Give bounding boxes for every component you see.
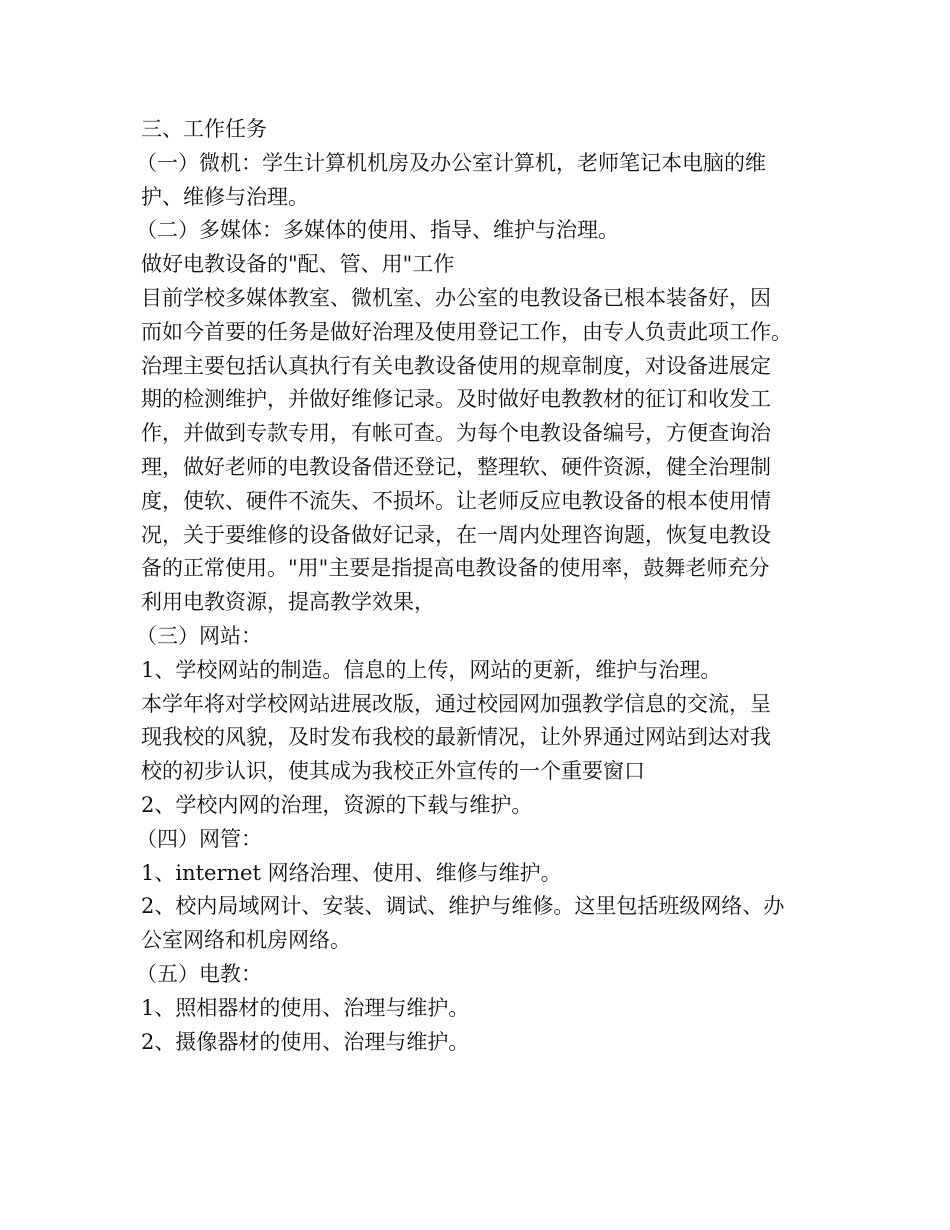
list-item: 1、学校网站的制造。信息的上传，网站的更新，维护与治理。 <box>141 657 722 682</box>
paragraph-line: 期的检测维护，并做好维修记录。及时做好电教教材的征订和收发工 <box>141 387 771 412</box>
paragraph-line: 度，使软、硬件不流失、不损坏。让老师反应电教设备的根本使用情 <box>141 488 771 513</box>
list-item: 2、摄像器材的使用、治理与维护。 <box>141 1029 470 1054</box>
subsection-heading: （五）电教： <box>136 961 262 986</box>
paragraph-line: 本学年将对学校网站进展改版，通过校园网加强教学信息的交流，呈 <box>141 691 771 716</box>
list-item: 1、照相器材的使用、治理与维护。 <box>141 995 470 1020</box>
subsection-heading: （四）网管： <box>136 826 262 851</box>
paragraph-line: 况，关于要维修的设备做好记录，在一周内处理咨询题，恢复电教设 <box>141 522 771 547</box>
paragraph-line: 公室网络和机房网络。 <box>141 928 351 953</box>
paragraph-line: 利用电教资源，提高教学效果， <box>141 590 435 615</box>
list-item: 2、校内局域网计、安装、调试、维护与维修。这里包括班级网络、办 <box>141 894 785 919</box>
subsection-heading: （一）微机：学生计算机机房及办公室计算机，老师笔记本电脑的维 <box>136 150 766 175</box>
paragraph-line: 治理主要包括认真执行有关电教设备使用的规章制度，对设备进展定 <box>141 353 771 378</box>
subsection-heading: （三）网站： <box>136 623 262 648</box>
paragraph-line: 校的初步认识，使其成为我校正外宣传的一个重要窗口 <box>141 759 645 784</box>
list-item: 1、internet 网络治理、使用、维修与维护。 <box>141 860 562 885</box>
section-heading: 三、工作任务 <box>141 117 267 141</box>
document-body <box>136 113 821 1059</box>
subsection-heading: （二）多媒体：多媒体的使用、指导、维护与治理。 <box>136 218 619 243</box>
paragraph-line: 作，并做到专款专用，有帐可查。为每个电教设备编号，方便查询治 <box>141 421 771 446</box>
paragraph-line: 做好电教设备的"配、管、用"工作 <box>141 252 455 277</box>
paragraph-line: 备的正常使用。"用"主要是指提高电教设备的使用率，鼓舞老师充分 <box>141 556 770 581</box>
list-item: 2、学校内网的治理，资源的下载与维护。 <box>141 792 533 817</box>
paragraph-line: 目前学校多媒体教室、微机室、办公室的电教设备已根本装备好，因 <box>141 285 771 310</box>
paragraph-line: 而如今首要的任务是做好治理及使用登记工作，由专人负责此项工作。 <box>141 319 792 344</box>
paragraph-line: 护、维修与治理。 <box>141 184 309 209</box>
paragraph-line: 理，做好老师的电教设备借还登记，整理软、硬件资源，健全治理制 <box>141 454 771 479</box>
paragraph-line: 现我校的风貌，及时发布我校的最新情况，让外界通过网站到达对我 <box>141 725 771 750</box>
